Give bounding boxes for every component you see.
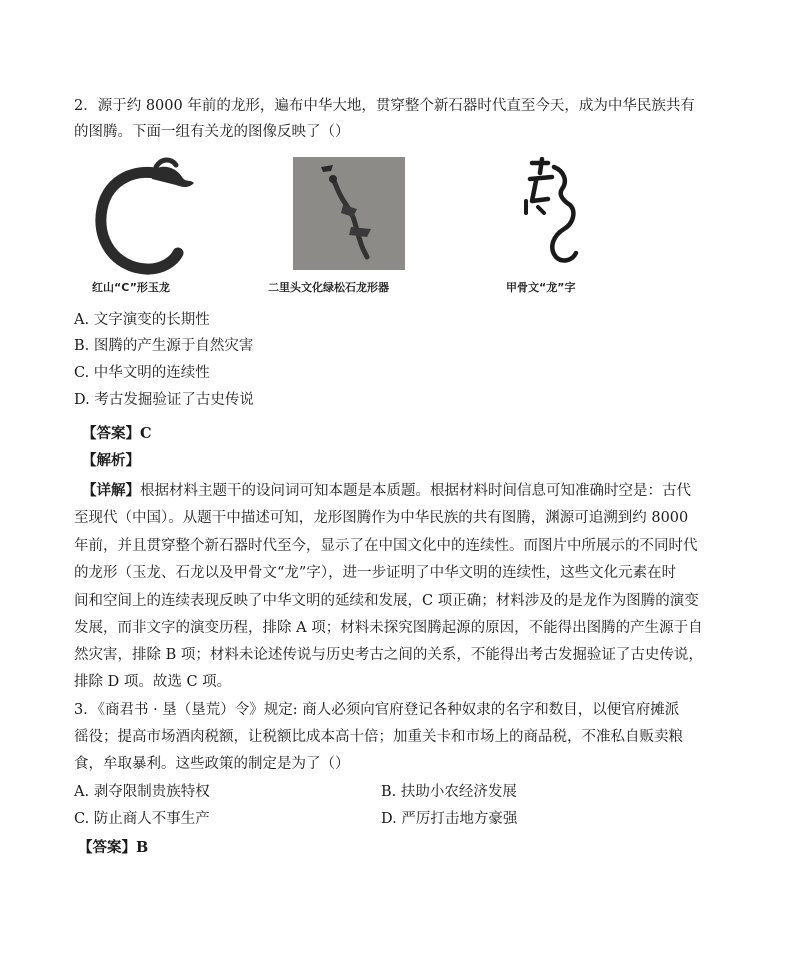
option-d: D. 严厉打击地方豪强	[381, 811, 518, 827]
option-d: D. 考古发掘验证了古史传说	[74, 392, 254, 408]
q2-stem-line-2: 的图腾。下面一组有关龙的图像反映了（）	[74, 124, 350, 140]
answer-value: C	[140, 425, 152, 442]
q3-stem-line-1: 3．《商君书 · 垦（垦荒）令》规定: 商人必须向官府登记各种奴隶的名字和数目，以便官府摊派	[74, 702, 680, 718]
analysis-label: 【解析】	[82, 452, 140, 469]
detail-line-4: 的龙形（玉龙、石龙以及甲骨文“龙”字），进一步证明了中华文明的连续性，这些文化元素在时	[74, 565, 677, 581]
option-b: B. 扶助小农经济发展	[381, 784, 517, 800]
option-a: A. 剥夺限制贵族特权	[74, 784, 210, 800]
oracle-bone-dragon-character-icon	[518, 157, 588, 275]
answer-value: B	[136, 839, 149, 856]
q2-stem-line-1: 2．源于约 8000 年前的龙形，遍布中华大地，贯穿整个新石器时代直至今天，成为中华民族共有	[74, 98, 695, 114]
detail-line-8: 排除 D 项。故选 C 项。	[74, 674, 232, 690]
detail-line-2: 至现代（中国）。从题干中描述可知，龙形图腾作为中华民族的共有图腾，渊源可追溯到约 8000	[74, 510, 689, 526]
detail-label: 【详解】	[82, 482, 140, 499]
option-a: A. 文字演变的长期性	[74, 312, 210, 328]
answer-row	[82, 424, 152, 444]
detail-line-5: 间和空间上的连续表现反映了中华文明的延续和发展，C 项正确；材料涉及的是龙作为图腾的演变	[74, 593, 699, 609]
detail-text: 根据材料主题干的设问词可知本题是本质题。根据材料时间信息可知准确时空是：古代	[140, 483, 691, 499]
option-c: C. 中华文明的连续性	[74, 365, 210, 381]
detail-line-1	[82, 481, 691, 501]
answer-label: 【答案】	[82, 425, 140, 442]
detail-line-6: 发展，而非文字的演变历程，排除 A 项；材料未探究图腾起源的原因，不能得出图腾的产生源于自	[74, 620, 703, 636]
option-c: C. 防止商人不事生产	[74, 811, 210, 827]
image-caption: 二里头文化绿松石龙形器	[268, 281, 389, 294]
oracle-bone-dragon-character-image	[518, 157, 588, 275]
q3-stem-line-2: 徭役；提高市场酒肉税额，让税额比成本高十倍；加重关卡和市场上的商品税，不准私自贩卖粮	[74, 729, 683, 745]
image-caption: 甲骨文“龙”字	[506, 281, 576, 294]
answer-label: 【答案】	[78, 839, 136, 856]
detail-line-7: 然灾害，排除 B 项；材料未论述传说与历史考古之间的关系，不能得出考古发掘验证了古史传说，	[74, 647, 703, 663]
turquoise-dragon-artifact-icon	[293, 157, 405, 270]
q3-stem-line-3: 食，牟取暴利。这些政策的制定是为了（）	[74, 756, 350, 772]
image-caption: 红山“C”形玉龙	[92, 281, 170, 294]
answer-row	[78, 838, 148, 858]
c-shaped-jade-dragon-image	[90, 157, 200, 275]
option-b: B. 图腾的产生源于自然灾害	[74, 338, 254, 354]
c-shaped-jade-dragon-icon	[90, 157, 200, 275]
turquoise-dragon-artifact-image	[293, 157, 405, 270]
detail-line-3: 年前，并且贯穿整个新石器时代至今，显示了在中国文化中的连续性。而图片中所展示的不同时代	[74, 538, 698, 554]
